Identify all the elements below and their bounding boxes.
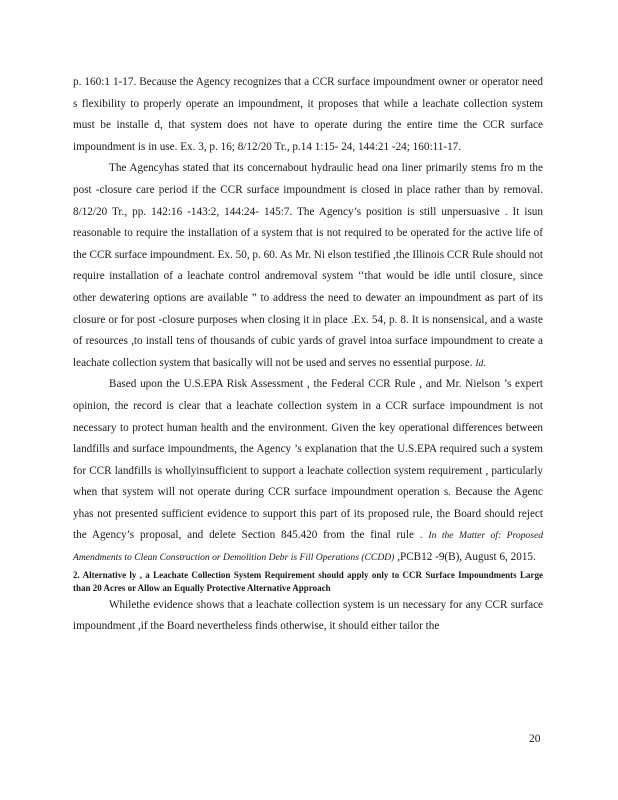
paragraph-2 [73,158,543,374]
paragraph-4: Whilethe evidence shows that a leachate collection system is un necessary for any CCR surface impoundment ,if the Board nevertheless finds otherwise, it should either tailor the [73,598,543,633]
paragraph-1: p. 160:1 1-17. Because the Agency recognizes that a CCR surface impoundment owner or operator need s flexibility to properly operate an impoundment, it proposes that while a leachate collection system must be installe d, that system does not have to operate during the entire time the CCR surface impoundment is in use. Ex. 3, p. 16; 8/12/20 Tr., p.14 1:15- 24, 144:21 -24; 160:11-17. [73,76,543,153]
paragraph-3-text: Based upon the U.S.EPA Risk Assessment , the Federal CCR Rule , and Mr. Nielson ’s expert opinion, the record is clear that a leachate collection system in a CCR surface impoundment is not necessary to protect human health and the environment. Given the key operational differences between landfills and surface impoundments, the Agency ’s explanation that the U.S.EPA required such a system for CCR landfills is whollyinsufficient to support a leachate collection system requirement , particularly when that system will not operate during CCR surface impoundment operation s. Because the Agenc yhas not presented sufficient evidence to support this part of its proposed rule, the Board should reject the Agency’s proposal, and delete Section 845.420 from the final rule . [73,378,543,542]
paragraph-2-text: The Agencyhas stated that its concernabout hydraulic head ona liner primarily stems fro m the post -closure care period if the CCR surface impoundment is closed in place rather than by removal. 8/12/20 Tr., pp. 142:16 -143:2, 144:24- 145:7. The Agency’s position is still unpersuasive . It isun reasonable to require the installation of a system that is not required to be operated for the active life of the CCR surface impoundment. Ex. 50, p. 60. As Mr. Ni elson testified ,the Illinois CCR Rule should not require installation of a leachate control andremoval system ‘‘that would be idle until closure, since other dewatering options are available ” to address the need to dewater an impoundment as part of its closure or for post -closure purposes when closing it in place .Ex. 54, p. 8. It is nonsensical, and a waste of resources ,to install tens of thousands of cubic yards of gravel intoa surface impoundment to create a leachate collection system that basically will not be used and serves no essential purpose. [73,162,543,369]
id-citation: Id. [475,357,486,369]
section-heading: 2. Alternative ly , a Leachate Collection System Requirement should apply only to CCR Surface Impoundments Large than 20 Acres or Allow an Equally Protective Alternative Approach [73,569,543,593]
body-text [73,72,543,638]
page-number: 20 [529,733,541,745]
paragraph-3 [73,374,543,568]
case-citation-tail: ,PCB12 -9(B), August 6, 2015. [397,551,536,564]
case-citation: In the Matter of: Proposed Amendments to Clean Construction or Demolition Debr is Fill Operations (CCDD) [73,530,544,564]
